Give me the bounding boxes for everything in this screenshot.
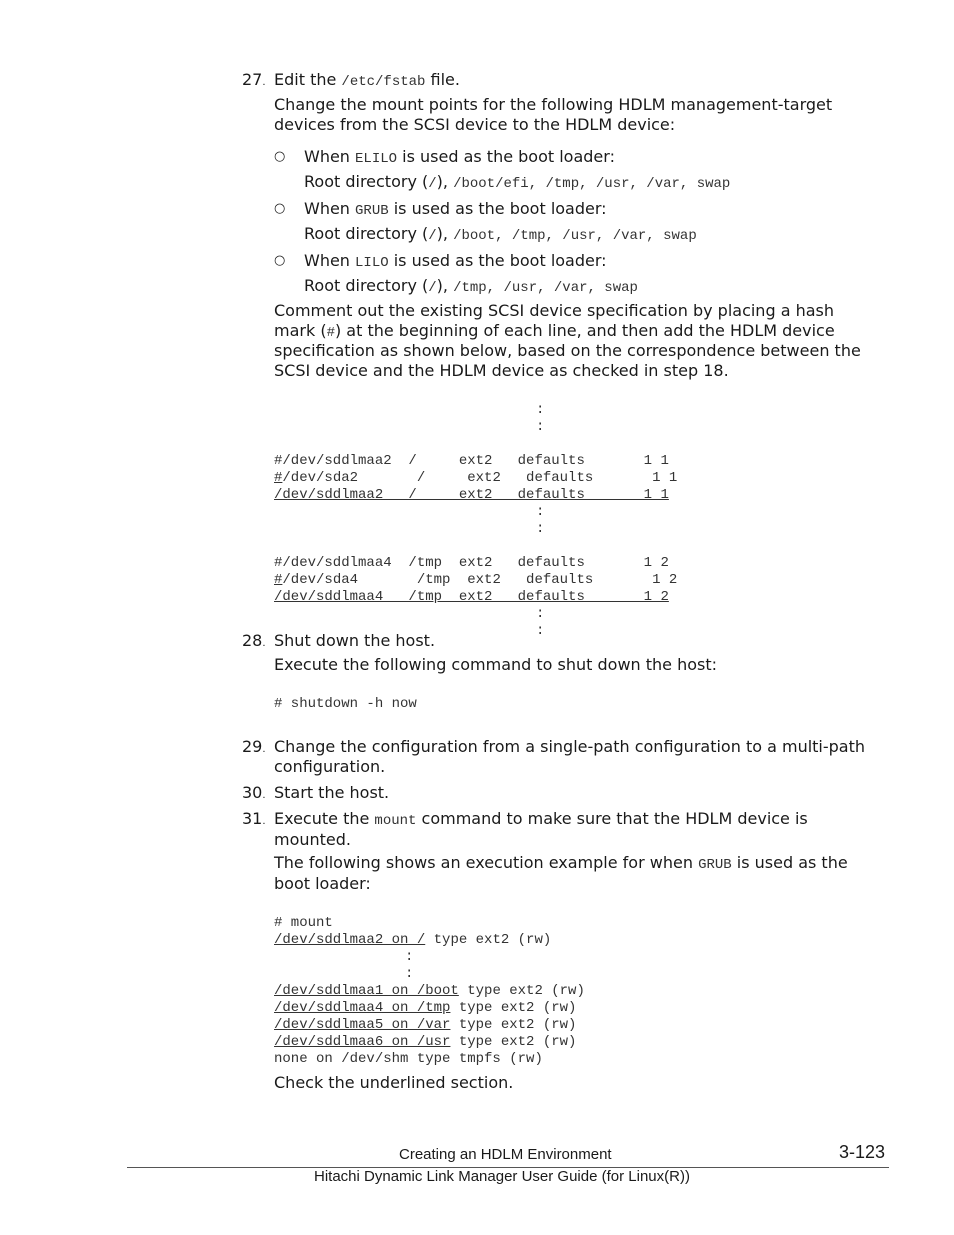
code-line: # mount	[274, 915, 333, 931]
step-title: Change the configuration from a single-path configuration to a multi-path	[274, 737, 866, 756]
step-number: 31.	[242, 809, 266, 828]
step-number: 27.	[242, 70, 266, 89]
code-line: none on /dev/shm type tmpfs (rw)	[274, 1051, 543, 1067]
step-title: Shut down the host.	[274, 631, 436, 650]
code-line: /dev/sddlmaa4 on /tmp type ext2 (rw)	[274, 1000, 577, 1016]
code-line: /dev/sddlmaa6 on /usr type ext2 (rw)	[274, 1034, 577, 1050]
footer-guide-title: Hitachi Dynamic Link Manager User Guide (for Linux(R))	[314, 1168, 690, 1185]
bullet-icon: ○	[274, 201, 286, 216]
step-number: 28.	[242, 631, 266, 650]
paragraph-line: SCSI device and the HDLM device as checked in step 18.	[274, 361, 729, 380]
inline-code: /etc/fstab	[341, 74, 426, 90]
step-title: Edit the /etc/fstab file.	[274, 70, 460, 90]
bullet-detail: Root directory (/), /tmp, /usr, /var, swap	[304, 276, 638, 296]
code-line-underlined: /dev/sddlmaa4 /tmp ext2 defaults 1 2	[274, 589, 669, 605]
hash-mark: #	[274, 572, 283, 588]
bullet-icon: ○	[274, 149, 286, 164]
step-text: boot loader:	[274, 874, 371, 893]
hash-mark: #	[274, 470, 283, 486]
step-title: mounted.	[274, 830, 352, 849]
code-line: #/dev/sddlmaa4 /tmp ext2 defaults 1 2	[274, 555, 669, 571]
bullet-item: When ELILO is used as the boot loader:	[304, 147, 615, 167]
code-line: /dev/sddlmaa5 on /var type ext2 (rw)	[274, 1017, 577, 1033]
step-title: Start the host.	[274, 783, 390, 802]
paragraph-line: specification as shown below, based on the correspondence between the	[274, 341, 861, 360]
step-text: The following shows an execution example for when GRUB is used as the	[274, 853, 848, 873]
shutdown-command: # shutdown -h now	[274, 696, 417, 712]
bullet-item: When GRUB is used as the boot loader:	[304, 199, 607, 219]
step-number: 30.	[242, 783, 266, 802]
bullet-icon: ○	[274, 253, 286, 268]
code-line: #/dev/sda2 / ext2 defaults 1 1	[274, 470, 678, 486]
step-intro: Change the mount points for the following HDLM management-target devices from the SCSI device to the HDLM device:	[274, 95, 833, 134]
fstab-code-block: : : #/dev/sddlmaa2 / ext2 defaults 1 1 #/dev/sda2 / ext2 defaults 1 1 /dev/sddlmaa2 / ext2 defaults 1 1 : : #/dev/sddlmaa4 /tmp ext2 defaults 1 2 #/dev/sda4 /tmp ext2 defaults 1 2 /dev/sddlmaa4 /tmp ext2 defaults 1 2 : :	[274, 402, 678, 639]
code-line-underlined: /dev/sddlmaa2 / ext2 defaults 1 1	[274, 487, 669, 503]
code-line: /dev/sddlmaa1 on /boot type ext2 (rw)	[274, 983, 585, 999]
page-number: 3-123	[839, 1142, 886, 1162]
code-line: #/dev/sda4 /tmp ext2 defaults 1 2	[274, 572, 678, 588]
step-number: 29.	[242, 737, 266, 756]
paragraph-line: Comment out the existing SCSI device specification by placing a hash	[274, 301, 834, 320]
code-line: #/dev/sddlmaa2 / ext2 defaults 1 1	[274, 453, 669, 469]
bullet-detail: Root directory (/), /boot/efi, /tmp, /usr, /var, swap	[304, 172, 731, 192]
step-title: configuration.	[274, 757, 386, 776]
bullet-detail: Root directory (/), /boot, /tmp, /usr, /var, swap	[304, 224, 697, 244]
step-text: Execute the following command to shut down the host:	[274, 655, 718, 674]
bullet-item: When LILO is used as the boot loader:	[304, 251, 607, 271]
check-note: Check the underlined section.	[274, 1073, 514, 1092]
mount-code-block: # mount /dev/sddlmaa2 on / type ext2 (rw) : : /dev/sddlmaa1 on /boot type ext2 (rw) /dev/sddlmaa4 on /tmp type ext2 (rw) /dev/sddlmaa5 on /var type ext2 (rw) /dev/sddlmaa6 on /usr type ext2 (rw) none on /dev/shm type tmpfs (rw)	[274, 915, 585, 1067]
code-line: /dev/sddlmaa2 on / type ext2 (rw)	[274, 932, 552, 948]
footer-section-title: Creating an HDLM Environment	[399, 1146, 612, 1163]
paragraph-line: mark (#) at the beginning of each line, and then add the HDLM device	[274, 321, 835, 341]
step-title: Execute the mount command to make sure that the HDLM device is	[274, 809, 808, 829]
